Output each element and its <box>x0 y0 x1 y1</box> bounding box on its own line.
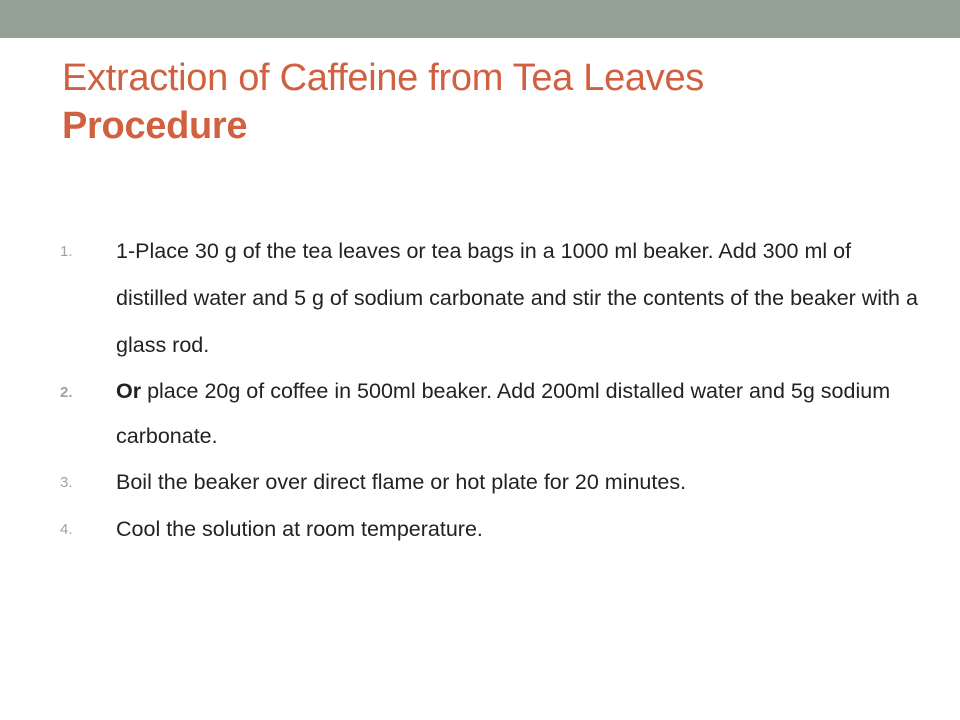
step-number-2: 2. <box>60 384 73 401</box>
step-text-3: Boil the beaker over direct flame or hot plate for 20 minutes. <box>116 470 687 494</box>
slide-title-subtitle: Procedure <box>62 105 248 147</box>
step-text-1: 1-Place 30 g of the tea leaves or tea bags in a 1000 ml beaker. Add 300 ml of distilled water and 5 g of sodium carbonate and stir the contents of the beaker with a glass rod. <box>116 239 918 357</box>
procedure-list <box>60 228 920 553</box>
procedure-step-3 <box>60 459 920 506</box>
procedure-step-1 <box>60 228 920 369</box>
step-number-3: 3. <box>60 474 73 491</box>
top-accent-band <box>0 0 960 38</box>
slide-title-main: Extraction of Caffeine from Tea Leaves <box>62 57 705 99</box>
procedure-step-4 <box>60 506 920 553</box>
step-number-1: 1. <box>60 243 73 260</box>
step-lead-2: Or <box>116 379 142 403</box>
step-text-4: Cool the solution at room temperature. <box>116 517 483 541</box>
slide-title <box>62 54 922 150</box>
step-number-4: 4. <box>60 521 73 538</box>
step-text-2: place 20g of coffee in 500ml beaker. Add 200ml distalled water and 5g sodium carbonate. <box>116 379 891 448</box>
procedure-step-2 <box>60 369 920 459</box>
